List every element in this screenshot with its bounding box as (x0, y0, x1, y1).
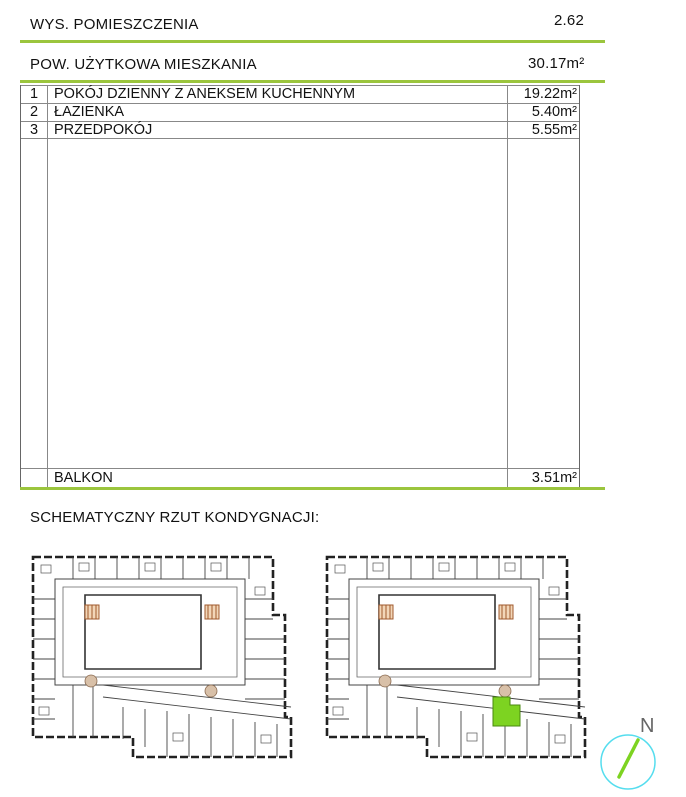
balcony-area: 3.51m² (531, 470, 577, 486)
height-value: 2.62 (554, 12, 584, 29)
floor-plan-right (327, 557, 585, 757)
divider-top (20, 40, 605, 43)
divider-middle (20, 80, 605, 83)
room-name: PRZEDPOKÓJ (54, 122, 153, 138)
room-name: POKÓJ DZIENNY Z ANEKSEM KUCHENNYM (54, 86, 356, 102)
room-number: 2 (29, 104, 39, 120)
apartment-highlight (493, 697, 520, 726)
compass-label: N (640, 715, 655, 737)
room-area: 5.55m² (531, 122, 577, 138)
room-number: 1 (29, 86, 39, 102)
room-area: 5.40m² (531, 104, 577, 120)
height-label: WYS. POMIESZCZENIA (30, 16, 199, 33)
compass-icon (601, 735, 655, 789)
floor-plan-left (33, 557, 291, 757)
usable-area-value: 30.17m² (528, 55, 585, 72)
balcony-name: BALKON (54, 470, 113, 486)
schematic-title: SCHEMATYCZNY RZUT KONDYGNACJI: (30, 509, 320, 526)
room-area: 19.22m² (523, 86, 577, 102)
room-name: ŁAZIENKA (54, 104, 125, 120)
rooms-table (20, 85, 580, 487)
floor-plans (0, 540, 686, 797)
usable-area-label: POW. UŻYTKOWA MIESZKANIA (30, 56, 257, 73)
divider-bottom (20, 487, 605, 490)
room-number: 3 (29, 122, 39, 138)
